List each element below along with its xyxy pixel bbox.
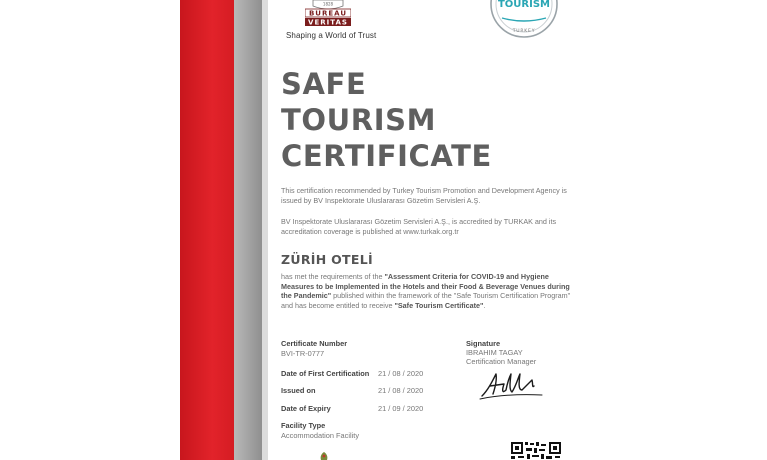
first-certification-label: Date of First Certification — [281, 369, 370, 378]
qr-code — [510, 441, 562, 460]
issuer-tagline: Shaping a World of Trust — [286, 31, 377, 40]
facility-type-value: Accommodation Facility — [281, 431, 360, 440]
statement-certificate: "Safe Tourism Certificate" — [394, 300, 484, 310]
seal-text-tourism: TOURISM — [497, 0, 551, 10]
expiry-date: 21 / 09 / 2020 — [378, 404, 424, 413]
signatory-name: IBRAHIM TAGAY — [466, 348, 523, 357]
certificate-number-value: BVI-TR-0777 — [281, 349, 325, 358]
expiry-label: Date of Expiry — [281, 404, 331, 413]
logo-text-bureau: BUREAU — [308, 9, 348, 18]
issued-on-date: 21 / 08 / 2020 — [378, 386, 424, 395]
statement-middle: published within the framework of the "Safe Tourism Certification Program" and has become entitled to receive — [281, 291, 571, 310]
issued-on-label: Issued on — [281, 386, 316, 395]
certificate-number-label: Certificate Number — [281, 339, 348, 348]
logo-text-veritas: VERITAS — [308, 18, 348, 27]
statement-prefix: has met the requirements of the — [281, 272, 385, 281]
signature-label: Signature — [466, 339, 501, 348]
footer-emblem-icon — [318, 452, 330, 460]
facility-type-label: Facility Type — [281, 421, 326, 430]
safe-tourism-seal — [488, 0, 560, 40]
hotel-name: ZÜRİH OTELİ — [281, 252, 373, 267]
logo-year: 1828 — [322, 1, 334, 7]
title-line-2: TOURISM — [281, 103, 437, 137]
title-line-1: SAFE — [281, 67, 367, 101]
intro-paragraph-2: BV Inspektorate Uluslararası Gözetim Servisleri A.Ş., is accredited by TURKAK and its accreditation coverage is published at www.turkak.org.tr — [281, 217, 557, 236]
intro-paragraph-1: This certification recommended by Turkey Tourism Promotion and Development Agency is issued by BV Inspektorate Uluslararası Gözetim Servisleri A.Ş. — [281, 186, 567, 205]
first-certification-date: 21 / 08 / 2020 — [378, 369, 424, 378]
title-line-3: CERTIFICATE — [281, 139, 492, 173]
red-side-band — [180, 0, 234, 460]
bureau-veritas-logo — [305, 0, 351, 27]
handwritten-signature — [478, 368, 546, 402]
grey-side-band — [234, 0, 262, 460]
compliance-statement — [281, 272, 571, 310]
signatory-role: Certification Manager — [466, 357, 537, 366]
seal-text-turkey: TURKEY — [512, 29, 536, 34]
statement-suffix: . — [483, 300, 486, 310]
statement-criteria: "Assessment Criteria for COVID-19 and Hygiene Measures to be Implemented in the Hotels and their Food & Beverage Venues during the Pandemic" — [281, 272, 570, 300]
certificate-title — [281, 66, 492, 174]
